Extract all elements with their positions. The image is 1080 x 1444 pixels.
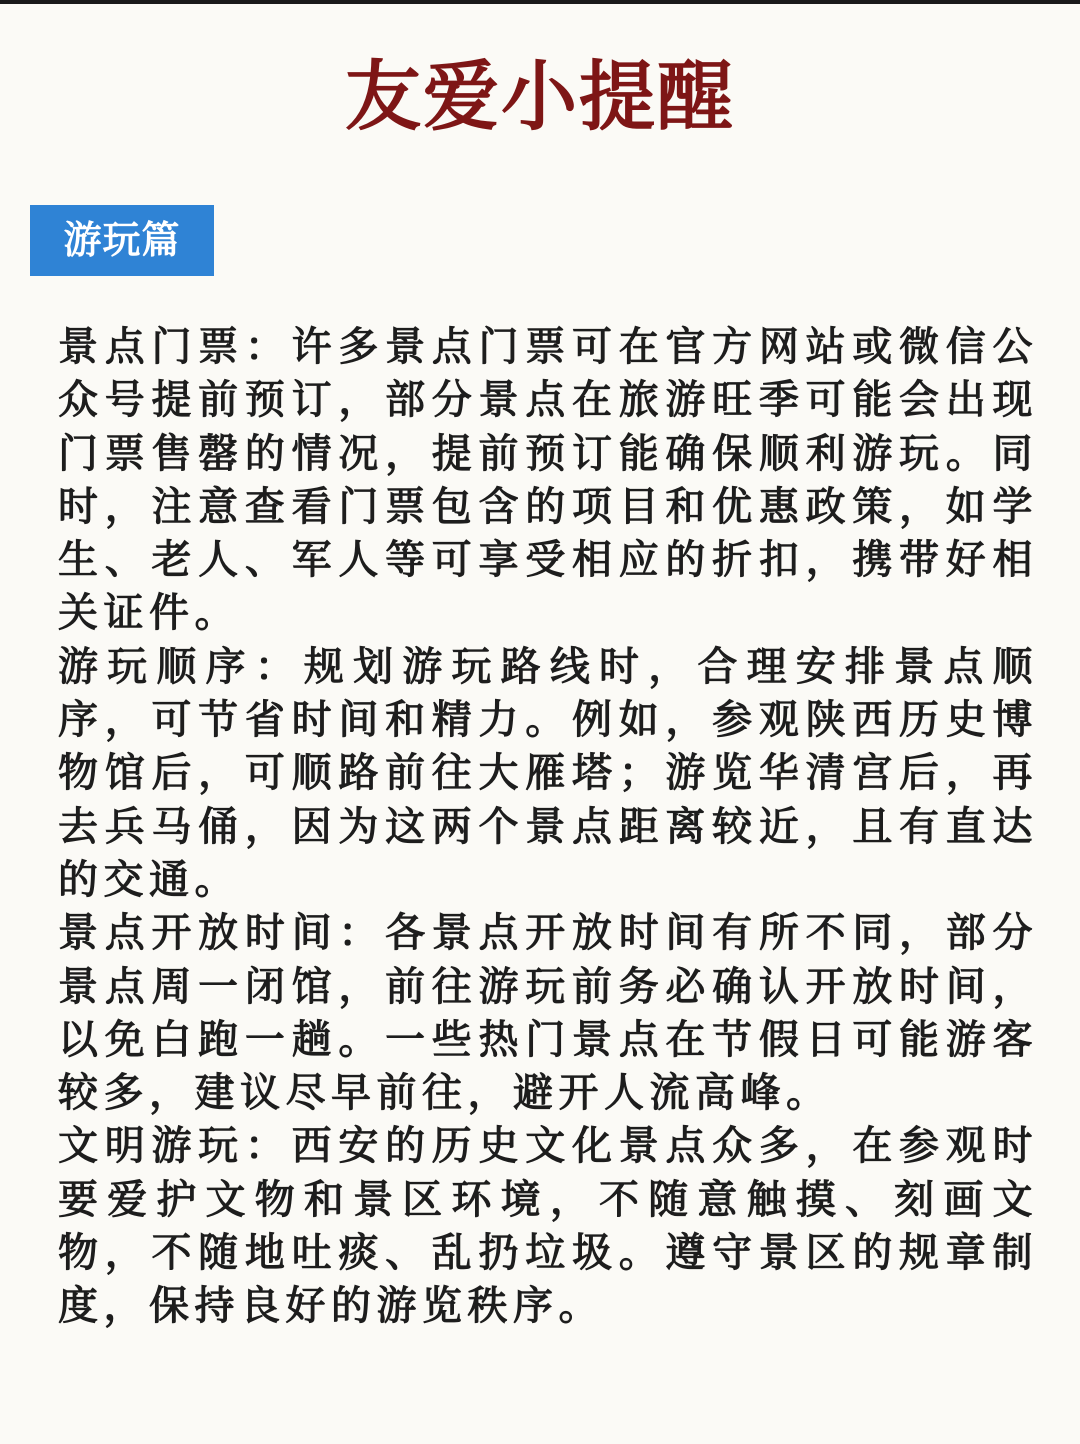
tip-paragraph-route-order [58, 641, 1038, 907]
tip-text: 各景点开放时间有所不同，部分景点周一闭馆，前往游玩前务必确认开放时间，以免白跑一趟。一些热门景点在节假日可能游客较多，建议尽早前往，避开人流高峰。 [58, 910, 1039, 1117]
tip-heading: 景点开放时间： [58, 910, 386, 957]
tips-content [58, 321, 1038, 1334]
tip-heading: 景点门票： [58, 324, 292, 370]
tip-heading: 游玩顺序： [58, 643, 304, 690]
tip-text: 西安的历史文化景点众多，在参观时要爱护文物和景区环境，不随意触摸、刻画文物，不随地吐痰、乱扔垃圾。遵守景区的规章制度，保持良好的游览秩序。 [58, 1123, 1038, 1330]
tip-paragraph-civilized-tour [58, 1120, 1038, 1333]
tip-text: 规划游玩路线时，合理安排景点顺序，可节省时间和精力。例如，参观陕西历史博物馆后，可顺路前往大雁塔；游览华清宫后，再去兵马俑，因为这两个景点距离较近，且有直达的交通。 [58, 643, 1039, 903]
top-edge-divider [0, 0, 1080, 4]
page-title: 友爱小提醒 [345, 52, 735, 141]
section-tag: 游玩篇 [30, 205, 214, 276]
tip-text: 许多景点门票可在官方网站或微信公众号提前预订，部分景点在旅游旺季可能会出现门票售罄的情况，提前预订能确保顺利游玩。同时，注意查看门票包含的项目和优惠政策，如学生、老人、军人等可享受相应的折扣，携带好相关证件。 [58, 324, 1038, 637]
tip-paragraph-opening-hours [58, 907, 1038, 1120]
tip-paragraph-tickets [58, 321, 1038, 641]
tip-heading: 文明游玩： [58, 1123, 292, 1170]
